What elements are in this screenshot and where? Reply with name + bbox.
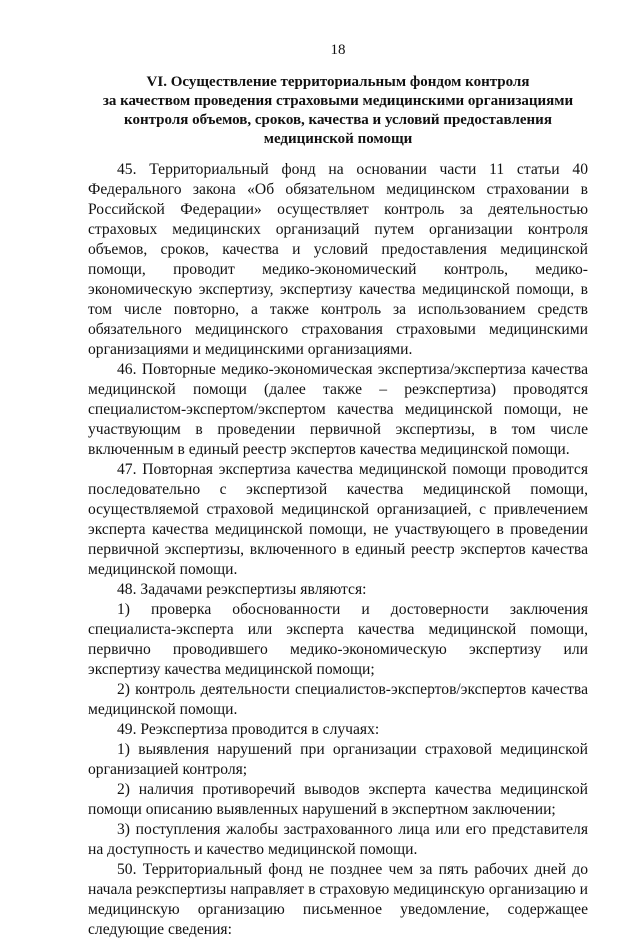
section-title [88,73,588,149]
section-title-line: VI. Осуществление территориальным фондом контроля [146,74,530,90]
paragraph-48-item-2: 2) контроль деятельности специалистов-экспертов/экспертов качества медицинской помощи. [88,681,588,718]
paragraph-49-item-2: 2) наличия противоречий выводов эксперта качества медицинской помощи описанию выявленных нарушений в экспертном заключении; [88,781,588,818]
section-title-line: медицинской помощи [263,131,413,147]
paragraph-49: 49. Реэкспертиза проводится в случаях: [117,721,380,738]
paragraph-45: 45. Территориальный фонд на основании части 11 статьи 40 Федерального закона «Об обязательном медицинском страховании в Российской Федерации» осуществляет контроль за деятельностью страховых медицинских организаций путем организации контроля объемов, сроков, качества и условий предоставления медицинской помощи, проводит медико-экономический контроль, медико-экономическую экспертизу, экспертизу качества медицинской помощи, в том числе повторно, а также контроль за использованием средств обязательного медицинского страхования страховыми медицинскими организациями и медицинскими организациями. [88,161,588,358]
paragraph-47: 47. Повторная экспертиза качества медицинской помощи проводится последовательно с экспертизой качества медицинской помощи, осуществляемой страховой медицинской организацией, с привлечением эксперта качества медицинской помощи, не участвующего в проведении первичной экспертизы, включенного в единый реестр экспертов качества медицинской помощи. [88,461,588,578]
paragraph-46: 46. Повторные медико-экономическая экспертиза/экспертиза качества медицинской помощи (далее также – реэкспертиза) проводятся специалистом-экспертом/экспертом качества медицинской помощи, не участвующим в проведении первичной экспертизы, в том числе включенным в единый реестр экспертов качества медицинской помощи. [88,361,588,458]
paragraph-50: 50. Территориальный фонд не позднее чем за пять рабочих дней до начала реэкспертизы направляет в страховую медицинскую организацию и медицинскую организацию письменное уведомление, содержащее следующие сведения: [88,861,588,938]
paragraph-49-item-3: 3) поступления жалобы застрахованного лица или его представителя на доступность и качество медицинской помощи. [88,821,588,858]
section-title-line: за качеством проведения страховыми медицинскими организациями [102,93,574,109]
document-body [88,160,588,940]
section-title-line: контроля объемов, сроков, качества и условий предоставления [124,112,552,128]
paragraph-48-item-1: 1) проверка обоснованности и достоверности заключения специалиста-эксперта или эксперта качества медицинской помощи, первично проводившего медико-экономическую экспертизу или экспертизу качества медицинской помощи; [88,601,588,678]
paragraph-49-item-1: 1) выявления нарушений при организации страховой медицинской организацией контроля; [88,741,588,778]
page-number: 18 [330,42,346,58]
paragraph-48: 48. Задачами реэкспертизы являются: [117,581,367,598]
